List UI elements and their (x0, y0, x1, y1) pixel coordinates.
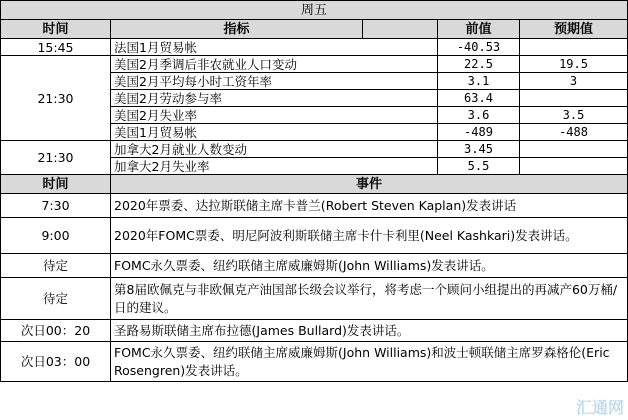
prev-value: 5.5 (438, 158, 520, 175)
event-time: 待定 (1, 254, 111, 278)
prev-value: 22.5 (438, 56, 520, 73)
prev-value: -489 (438, 124, 520, 141)
data-row (1, 141, 628, 158)
indicator-name: 美国2月劳动参与率 (111, 90, 438, 107)
forecast-value (520, 158, 628, 175)
forecast-value: 3.5 (520, 107, 628, 124)
event-text: 第8届欧佩克与非欧佩克产油国部长级会议举行，将考虑一个顾问小组提出的再减产60万桶/日的建议。 (111, 278, 628, 320)
prev-value: -40.53 (438, 39, 520, 56)
forecast-value: 19.5 (520, 56, 628, 73)
forecast-value: 3 (520, 73, 628, 90)
col-header-spacer (363, 20, 438, 39)
watermark-logo: 汇通网 (575, 398, 624, 417)
col-header-prev: 前值 (438, 20, 520, 39)
day-title: 周五 (1, 1, 628, 20)
indicator-name: 加拿大2月就业人数变动 (111, 141, 438, 158)
event-time: 待定 (1, 278, 111, 320)
forecast-value (520, 141, 628, 158)
prev-value: 3.6 (438, 107, 520, 124)
data-row (1, 56, 628, 73)
event-row (1, 194, 628, 218)
event-row (1, 254, 628, 278)
forecast-value (520, 39, 628, 56)
event-time: 次日00：20 (1, 320, 111, 342)
event-row (1, 320, 628, 342)
data-row (1, 39, 628, 56)
event-header-event: 事件 (111, 175, 628, 194)
indicator-name: 美国2月失业率 (111, 107, 438, 124)
event-header-time: 时间 (1, 175, 111, 194)
prev-value: 3.1 (438, 73, 520, 90)
event-time: 9:00 (1, 218, 111, 254)
prev-value: 63.4 (438, 90, 520, 107)
event-time: 次日03：00 (1, 342, 111, 382)
col-header-indicator: 指标 (111, 20, 363, 39)
event-row (1, 218, 628, 254)
indicator-name: 法国1月贸易帐 (111, 39, 438, 56)
event-text: 2020年票委、达拉斯联储主席卡普兰(Robert Steven Kaplan)发表讲话 (111, 194, 628, 218)
data-time: 21:30 (1, 56, 111, 141)
event-text: FOMC永久票委、纽约联储主席威廉姆斯(John Williams)和波士顿联储主席罗森格伦(Eric Rosengren)发表讲话。 (111, 342, 628, 382)
indicator-name: 美国1月贸易帐 (111, 124, 438, 141)
event-row (1, 342, 628, 382)
indicator-name: 美国2月季调后非农就业人口变动 (111, 56, 438, 73)
event-header-row (1, 175, 628, 194)
indicator-name: 加拿大2月失业率 (111, 158, 438, 175)
event-time: 7:30 (1, 194, 111, 218)
col-header-forecast: 预期值 (520, 20, 628, 39)
prev-value: 3.45 (438, 141, 520, 158)
event-text: 圣路易斯联储主席布拉德(James Bullard)发表讲话。 (111, 320, 628, 342)
col-header-time: 时间 (1, 20, 111, 39)
forecast-value: -488 (520, 124, 628, 141)
data-time: 15:45 (1, 39, 111, 56)
forecast-value (520, 90, 628, 107)
event-row (1, 278, 628, 320)
event-text: 2020年FOMC票委、明尼阿波利斯联储主席卡什卡利里(Neel Kashkari)发表讲话。 (111, 218, 628, 254)
indicator-name: 美国2月平均每小时工资年率 (111, 73, 438, 90)
data-time: 21:30 (1, 141, 111, 175)
event-text: FOMC永久票委、纽约联储主席威廉姆斯(John Williams)发表讲话。 (111, 254, 628, 278)
